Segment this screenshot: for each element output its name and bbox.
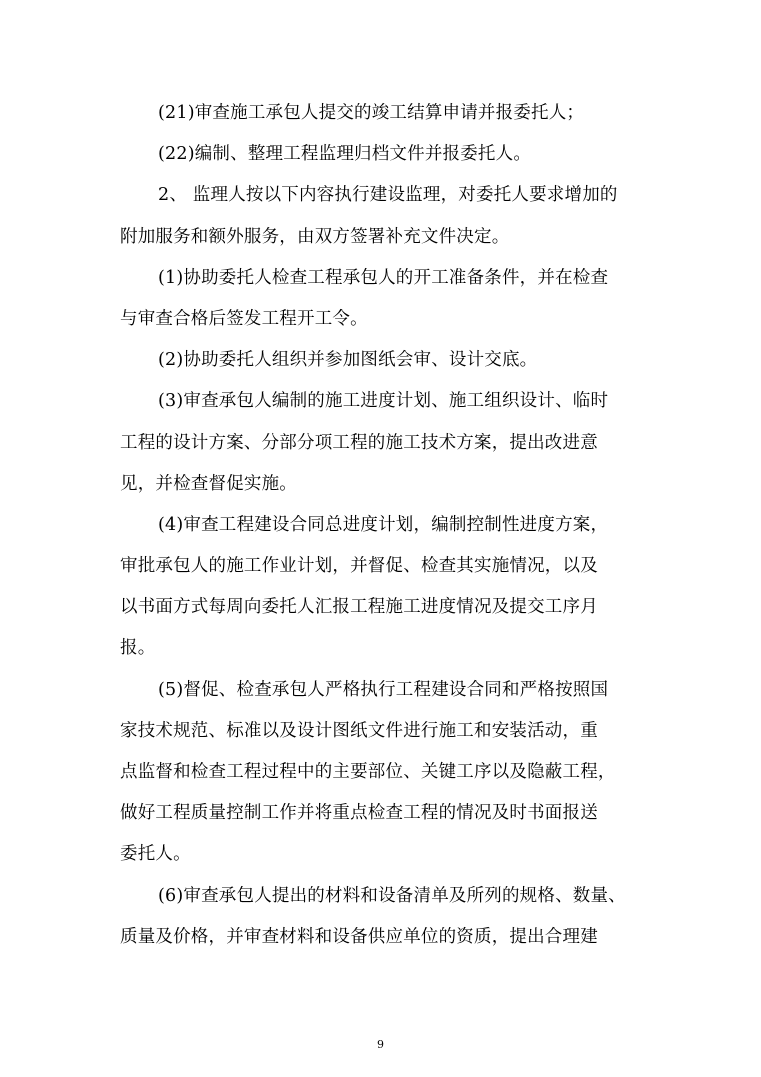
clause-21-line-1: (21)审查施工承包人提交的竣工结算申请并报委托人； (158, 103, 585, 123)
item-4-line-3: 以书面方式每周向委托人汇报工程施工进度情况及提交工序月 (120, 597, 598, 618)
item-3-line-1: (3)审查承包人编制的施工进度计划、施工组织设计、临时 (158, 391, 609, 412)
item-1-line-1: (1)协助委托人检查工程承包人的开工准备条件，并在检查 (158, 267, 609, 288)
item-4-line-2: 审批承包人的施工作业计划，并督促、检查其实施情况，以及 (120, 556, 598, 577)
page-number: 9 (377, 1038, 384, 1051)
section-2-line-2: 附加服务和额外服务，由双方签署补充文件决定。 (120, 226, 510, 247)
clause-22-line-1: (22)编制、整理工程监理归档文件并报委托人。 (158, 144, 532, 165)
section-2-line-1: 2、 监理人按以下内容执行建设监理，对委托人要求增加的 (158, 185, 618, 206)
item-5-line-2: 家技术规范、标准以及设计图纸文件进行施工和安装活动，重 (120, 720, 598, 741)
item-1-line-2: 与审查合格后签发工程开工令。 (120, 308, 368, 329)
item-5-line-4: 做好工程质量控制工作并将重点检查工程的情况及时书面报送 (120, 803, 598, 824)
item-5-line-3: 点监督和检查工程过程中的主要部位、关键工序以及隐蔽工程， (120, 762, 616, 782)
item-5-line-1: (5)督促、检查承包人严格执行工程建设合同和严格按照国 (158, 679, 609, 700)
item-4-line-4: 报。 (120, 638, 156, 659)
item-3-line-2: 工程的设计方案、分部分项工程的施工技术方案，提出改进意 (120, 432, 598, 453)
item-3-line-3: 见，并检查督促实施。 (120, 473, 297, 494)
item-6-line-1: (6)审查承包人提出的材料和设备清单及所列的规格、数量、 (158, 885, 626, 906)
item-5-line-5: 委托人。 (120, 844, 191, 865)
item-2-line-1: (2)协助委托人组织并参加图纸会审、设计交底。 (158, 350, 538, 371)
item-6-line-2: 质量及价格，并审查材料和设备供应单位的资质，提出合理建 (120, 926, 598, 947)
item-4-line-1: (4)审查工程建设合同总进度计划，编制控制性进度方案， (158, 514, 609, 535)
body-text (120, 93, 640, 958)
